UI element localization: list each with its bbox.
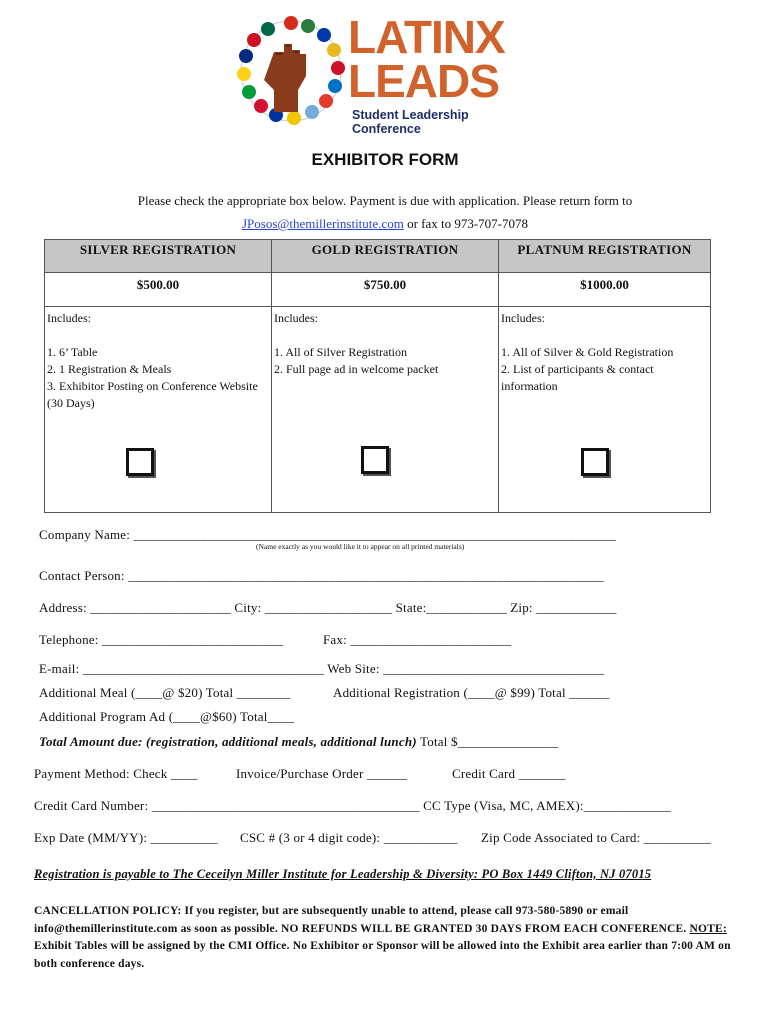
telephone-field[interactable]: Telephone: ___________________________: [39, 632, 283, 647]
platinum-price: $1000.00: [499, 273, 710, 307]
platinum-includes: [499, 307, 710, 398]
credit-card-number-row[interactable]: Credit Card Number: ________________________________________ CC Type (Visa, MC, AMEX):_____________: [34, 798, 671, 813]
contact-person-field[interactable]: Contact Person: _______________________________________________________________________: [39, 568, 604, 583]
gold-price: $750.00: [272, 273, 498, 307]
note-label: NOTE:: [689, 922, 727, 935]
logo-word-latinx: LATINX: [348, 11, 505, 63]
includes-label: Includes:: [501, 311, 545, 325]
company-name-field[interactable]: Company Name: ________________________________________________________________________: [39, 527, 616, 542]
total-amount-blank: Total $_______________: [416, 734, 559, 749]
include-item: 1. All of Silver Registration: [274, 345, 407, 359]
email-link[interactable]: JPosos@themillerinstitute.com: [241, 216, 404, 231]
intro-line-2: [0, 216, 770, 232]
silver-column: [45, 240, 272, 512]
platinum-header: PLATNUM REGISTRATION: [499, 240, 710, 273]
silver-header: SILVER REGISTRATION: [45, 240, 271, 273]
conference-logo: [236, 11, 536, 136]
payable-note: Registration is payable to The Ceceilyn Miller Institute for Leadership & Diversity: PO Box 1449 Clifton, NJ 07015: [34, 867, 652, 881]
platinum-column: [499, 240, 710, 512]
card-zip-field[interactable]: Zip Code Associated to Card: __________: [481, 830, 711, 845]
total-amount-row[interactable]: [39, 734, 558, 750]
total-amount-label: Total Amount due: (registration, additional meals, additional lunch): [39, 734, 417, 749]
logo-subtitle: Student Leadership Conference: [352, 108, 469, 136]
intro-line-1: Please check the appropriate box below. Payment is due with application. Please return form to: [137, 193, 633, 208]
csc-field[interactable]: CSC # (3 or 4 digit code): ___________: [240, 830, 458, 845]
silver-includes: [45, 307, 271, 415]
payment-check-field[interactable]: Payment Method: Check ____: [34, 766, 198, 781]
form-title: EXHIBITOR FORM: [311, 150, 459, 169]
company-name-note: (Name exactly as you would like it to appear on all printed materials): [256, 542, 465, 551]
include-item: 3. Exhibitor Posting on Conference Website (30 Days): [47, 379, 258, 410]
payment-invoice-field[interactable]: Invoice/Purchase Order ______: [236, 766, 408, 781]
cancellation-policy: [34, 903, 739, 973]
includes-label: Includes:: [47, 311, 91, 325]
address-row[interactable]: Address: _____________________ City: ___________________ State:____________ Zip: ____________: [39, 600, 617, 615]
include-item: 2. List of participants & contact information: [501, 362, 654, 393]
additional-registration-field[interactable]: Additional Registration (____@ $99) Total ______: [333, 685, 610, 700]
registration-table: [44, 239, 711, 513]
email-website-row[interactable]: E-mail: ____________________________________ Web Site: _________________________________: [39, 661, 605, 676]
include-item: 1. 6’ Table: [47, 345, 98, 359]
gold-checkbox[interactable]: [361, 446, 389, 474]
cancellation-text: CANCELLATION POLICY: If you register, but are subsequently unable to attend, please call 973-580-5890 or email info@themillerinstitute.com as soon as possible. NO REFUNDS WILL BE GRANTED 30 DAYS FROM EACH CONFERENCE.: [34, 905, 687, 935]
logo-word-leads: LEADS: [348, 55, 499, 107]
gold-includes: [272, 307, 498, 381]
include-item: 2. 1 Registration & Meals: [47, 362, 172, 376]
platinum-checkbox[interactable]: [581, 448, 609, 476]
flag-ring-emblem: [236, 12, 346, 130]
fax-field[interactable]: Fax: ________________________: [323, 632, 512, 647]
include-item: 2. Full page ad in welcome packet: [274, 362, 439, 376]
additional-meal-field[interactable]: Additional Meal (____@ $20) Total ________: [39, 685, 291, 700]
note-text: Exhibit Tables will be assigned by the CMI Office. No Exhibitor or Sponsor will be allowed into the Exhibit area earlier than 7:00 AM on both conference days.: [34, 940, 731, 970]
exp-date-field[interactable]: Exp Date (MM/YY): __________: [34, 830, 218, 845]
include-item: 1. All of Silver & Gold Registration: [501, 345, 674, 359]
gold-column: [272, 240, 499, 512]
includes-label: Includes:: [274, 311, 318, 325]
silver-price: $500.00: [45, 273, 271, 307]
silver-checkbox[interactable]: [126, 448, 154, 476]
fax-text: or fax to 973-707-7078: [403, 216, 529, 231]
gold-header: GOLD REGISTRATION: [272, 240, 498, 273]
additional-ad-field[interactable]: Additional Program Ad (____@$60) Total____: [39, 709, 295, 724]
payment-credit-card-field[interactable]: Credit Card _______: [452, 766, 566, 781]
